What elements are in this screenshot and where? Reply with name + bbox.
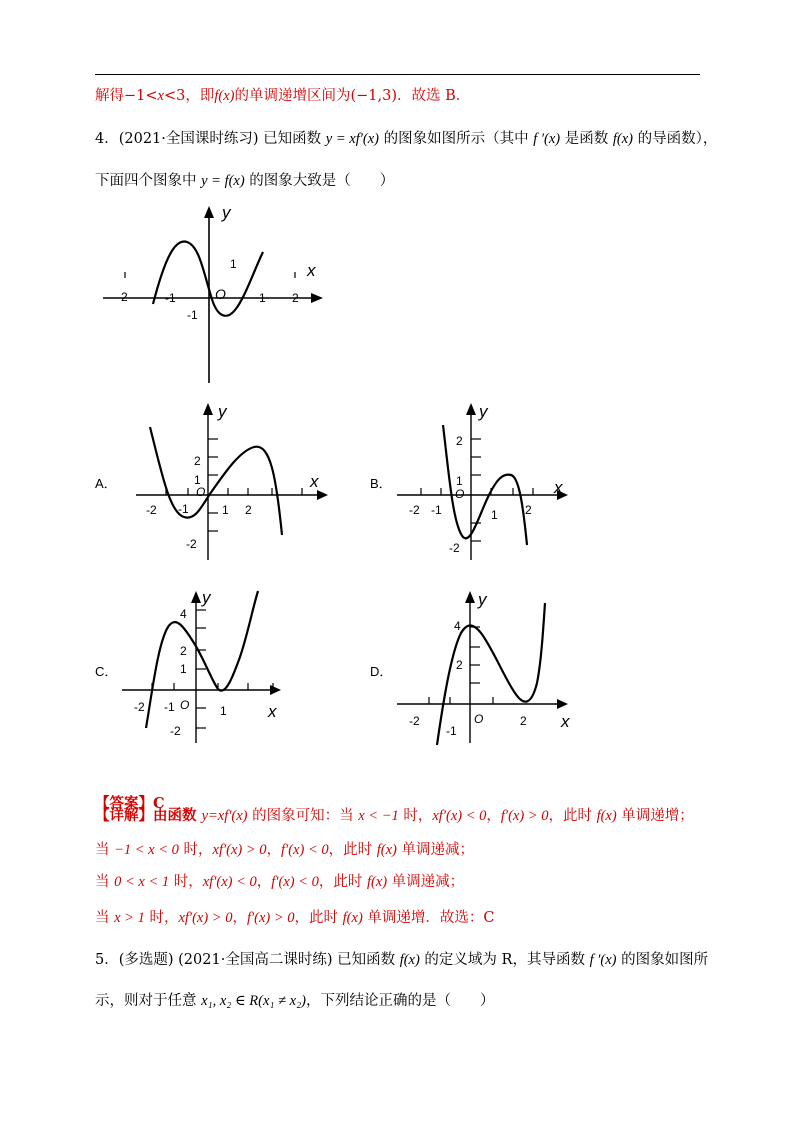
- tick-y-neg2: -2: [170, 724, 181, 738]
- tick-x-neg2: -2: [117, 290, 128, 304]
- origin-label: O: [180, 698, 190, 712]
- tick-y-1: 1: [180, 662, 187, 676]
- tick-x-1: 1: [259, 291, 266, 305]
- x-label: x: [310, 472, 319, 491]
- tick-x-neg2: -2: [146, 503, 157, 517]
- tick-y-neg2: -2: [186, 537, 197, 551]
- question-4-line1: 4．(2021·全国课时练习) 已知函数 y = xf′(x) 的图象如图所示（其中 f ′(x) 是函数 f(x) 的导函数），: [95, 131, 718, 147]
- origin-label: O: [474, 712, 484, 726]
- tick-y-4: 4: [180, 607, 187, 621]
- x-axis-arrow: [317, 490, 328, 500]
- tick-x-2: 2: [292, 291, 299, 305]
- tick-y-neg1: -1: [187, 308, 198, 322]
- question-4-line2: 下面四个图象中 y = f(x) 的图象大致是（ ）: [95, 173, 395, 189]
- tick-y-2: 2: [194, 454, 201, 468]
- x-axis-arrow: [557, 699, 568, 709]
- tick-x-neg1: -1: [165, 291, 176, 305]
- origin-label: O: [196, 485, 206, 499]
- option-b-label: B．: [370, 476, 392, 491]
- y-axis-arrow: [466, 403, 476, 415]
- tick-x-neg1: -1: [446, 724, 457, 738]
- tick-y-1: 1: [194, 473, 201, 487]
- origin-label: O: [455, 487, 465, 501]
- top-rule: [95, 74, 700, 75]
- option-d-graph: [393, 583, 583, 748]
- tick-x-neg1: -1: [164, 700, 175, 714]
- question-5-line2: 示，则对于任意 x₁, x₂ ∈ R(x₁ ≠ x₂)，下列结论正确的是（ ）: [95, 993, 495, 1009]
- x-label: x: [307, 261, 316, 280]
- main-graph: [95, 198, 335, 388]
- tick-y-2: 2: [180, 644, 187, 658]
- detail-line-3: 当 0 < x < 1 时，xf′(x) < 0，f′(x) < 0，此时 f(x) 单调递减；: [95, 874, 465, 890]
- option-c-label: C．: [95, 664, 118, 679]
- x-label: x: [268, 702, 277, 721]
- option-d-label: D．: [370, 664, 393, 679]
- tick-y-4: 4: [454, 619, 461, 633]
- option-b-graph: [393, 395, 578, 565]
- tick-x-2: 2: [245, 503, 252, 517]
- solution-line-prev: 解得−1<x<3，即f(x)的单调递增区间为(−1,3)．故选 B．: [95, 88, 471, 104]
- x-axis-arrow: [311, 293, 323, 303]
- tick-x-1: 1: [222, 503, 229, 517]
- option-a-graph: [130, 395, 330, 565]
- tick-x-2: 2: [525, 503, 532, 517]
- tick-x-neg1: -1: [178, 502, 189, 516]
- y-axis-arrow: [465, 591, 475, 603]
- tick-x-neg1: -1: [431, 503, 442, 517]
- option-c-graph: [118, 583, 298, 748]
- tick-x-1: 1: [491, 508, 498, 522]
- option-a-label: A．: [95, 476, 117, 491]
- detail-line-1: 【详解】由函数 y=xf′(x) 的图象可知：当 x < −1 时，xf′(x) < 0，f′(x) > 0，此时 f(x) 单调递增；: [95, 807, 694, 824]
- y-axis-arrow: [204, 206, 214, 218]
- answer-line: 【答案】C: [95, 795, 165, 812]
- tick-x-1: 1: [220, 704, 227, 718]
- y-label: y: [218, 402, 227, 421]
- tick-y-2: 2: [456, 658, 463, 672]
- tick-x-neg2: -2: [409, 503, 420, 517]
- x-label: x: [561, 712, 570, 731]
- y-label: y: [478, 590, 487, 609]
- question-5-line1: 5．(多选题) (2021·全国高二课时练) 已知函数 f(x) 的定义域为 R，其导函数 f ′(x) 的图象如图所: [95, 952, 709, 968]
- curve: [150, 427, 282, 535]
- y-label: y: [479, 402, 488, 421]
- y-label: y: [202, 588, 211, 607]
- x-axis-arrow: [270, 685, 281, 695]
- y-label: y: [222, 203, 231, 222]
- tick-y-1: 1: [230, 257, 237, 271]
- tick-x-neg2: -2: [409, 714, 420, 728]
- origin-label: O: [215, 286, 226, 302]
- tick-y-1: 1: [456, 474, 463, 488]
- tick-x-neg2: -2: [134, 700, 145, 714]
- tick-y-neg2: -2: [449, 541, 460, 555]
- detail-line-4: 当 x > 1 时，xf′(x) > 0，f′(x) > 0，此时 f(x) 单调递增．故选：C: [95, 910, 495, 926]
- tick-y-2: 2: [456, 434, 463, 448]
- y-axis-arrow: [191, 591, 201, 603]
- detail-line-2: 当 −1 < x < 0 时，xf′(x) > 0，f′(x) < 0，此时 f(x) 单调递减；: [95, 842, 474, 858]
- tick-x-2: 2: [520, 714, 527, 728]
- y-axis-arrow: [203, 403, 213, 415]
- x-label: x: [554, 478, 563, 497]
